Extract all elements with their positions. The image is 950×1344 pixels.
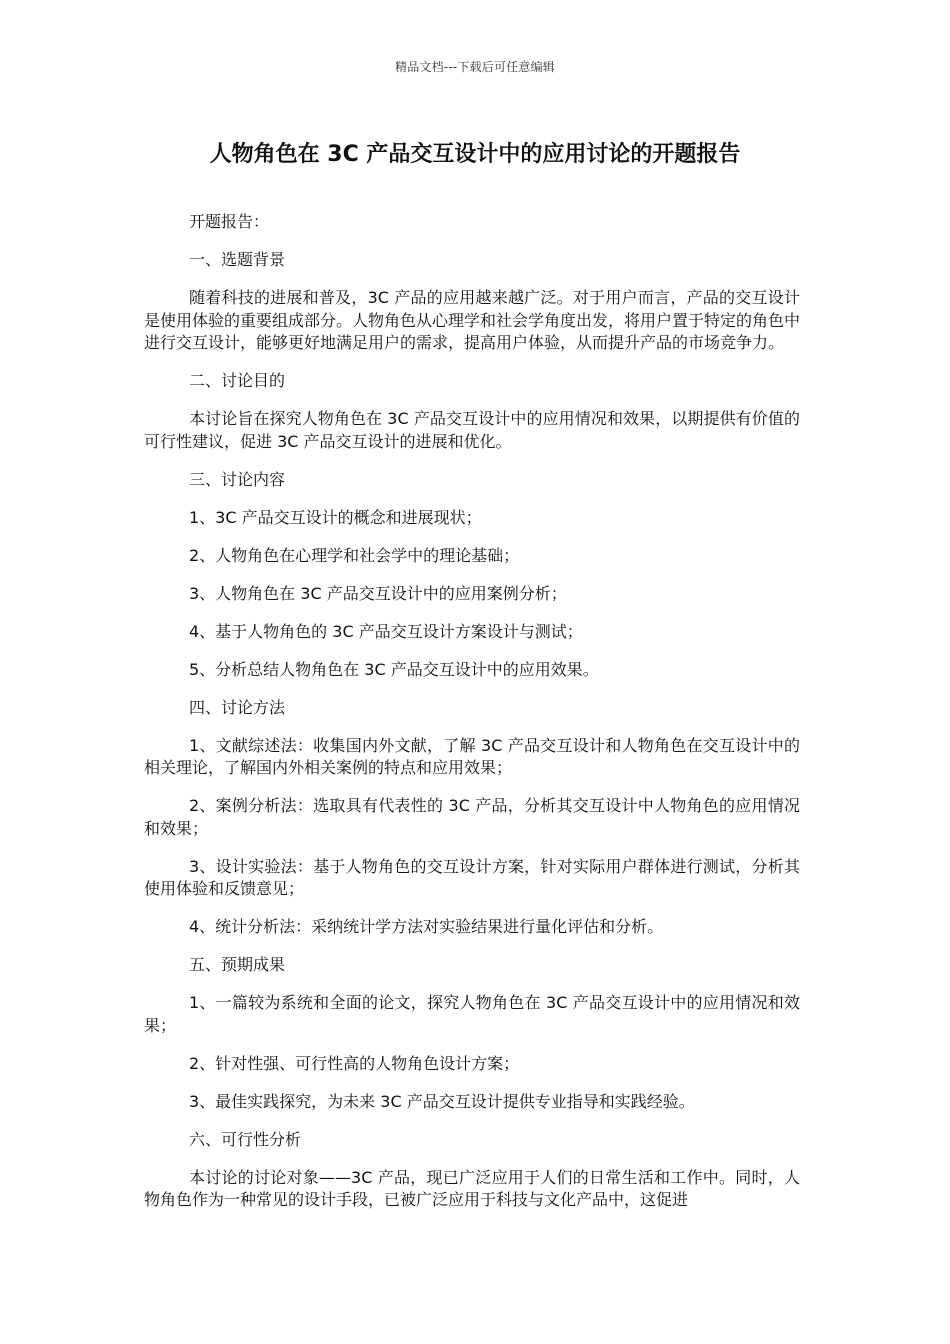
- section-heading-purpose: 二、讨论目的: [189, 371, 286, 390]
- paragraph-background: 随着科技的进展和普及，3C 产品的应用越来越广泛。对于用户而言，产品的交互设计是使用体验的重要组成部分。人物角色从心理学和社会学角度出发，将用户置于特定的角色中进行交互设计，能够更好地满足用户的需求，提高用户体验，从而提升产品的市场竞争力。: [144, 288, 801, 352]
- section-heading-outcomes: 五、预期成果: [189, 955, 286, 974]
- list-item: 1、一篇较为系统和全面的论文，探究人物角色在 3C 产品交互设计中的应用情况和效果；: [144, 993, 800, 1035]
- list-item: 1、3C 产品交互设计的概念和进展现状；: [189, 507, 482, 527]
- document-title: 人物角色在 3C 产品交互设计中的应用讨论的开题报告: [209, 142, 741, 167]
- list-item: 4、基于人物角色的 3C 产品交互设计方案设计与测试；: [189, 621, 583, 641]
- list-item: 5、分析总结人物角色在 3C 产品交互设计中的应用效果。: [189, 659, 599, 679]
- page-header: 精品文档---下载后可任意编辑: [395, 60, 555, 74]
- section-heading-methods: 四、讨论方法: [189, 697, 286, 717]
- list-item: 2、人物角色在心理学和社会学中的理论基础；: [189, 545, 520, 565]
- paragraph-intro-label: 开题报告：: [189, 212, 270, 231]
- paragraph-purpose: 本讨论旨在探究人物角色在 3C 产品交互设计中的应用情况和效果，以期提供有价值的可行性建议，促进 3C 产品交互设计的进展和优化。: [144, 409, 800, 451]
- section-heading-background: 一、选题背景: [189, 250, 286, 269]
- list-item: 2、针对性强、可行性高的人物角色设计方案；: [189, 1053, 520, 1073]
- section-heading-content: 三、讨论内容: [189, 469, 286, 489]
- list-item: 3、设计实验法：基于人物角色的交互设计方案，针对实际用户群体进行测试，分析其使用体验和反馈意见；: [144, 856, 800, 898]
- list-item: 3、最佳实践探究，为未来 3C 产品交互设计提供专业指导和实践经验。: [189, 1091, 695, 1111]
- section-heading-feasibility: 六、可行性分析: [189, 1129, 302, 1149]
- paragraph-feasibility: 本讨论的讨论对象——3C 产品，现已广泛应用于人们的日常生活和工作中。同时，人物角色作为一种常见的设计手段，已被广泛应用于科技与文化产品中，这促进: [144, 1167, 800, 1209]
- list-item: 3、人物角色在 3C 产品交互设计中的应用案例分析；: [189, 583, 567, 603]
- list-item: 1、文献综述法：收集国内外文献，了解 3C 产品交互设计和人物角色在交互设计中的相关理论，了解国内外相关案例的特点和应用效果；: [144, 735, 800, 777]
- document-body: [144, 211, 800, 1227]
- list-item: 4、统计分析法：采纳统计学方法对实验结果进行量化评估和分析。: [189, 917, 664, 936]
- list-item: 2、案例分析法：选取具有代表性的 3C 产品，分析其交互设计中人物角色的应用情况和效果；: [144, 796, 800, 838]
